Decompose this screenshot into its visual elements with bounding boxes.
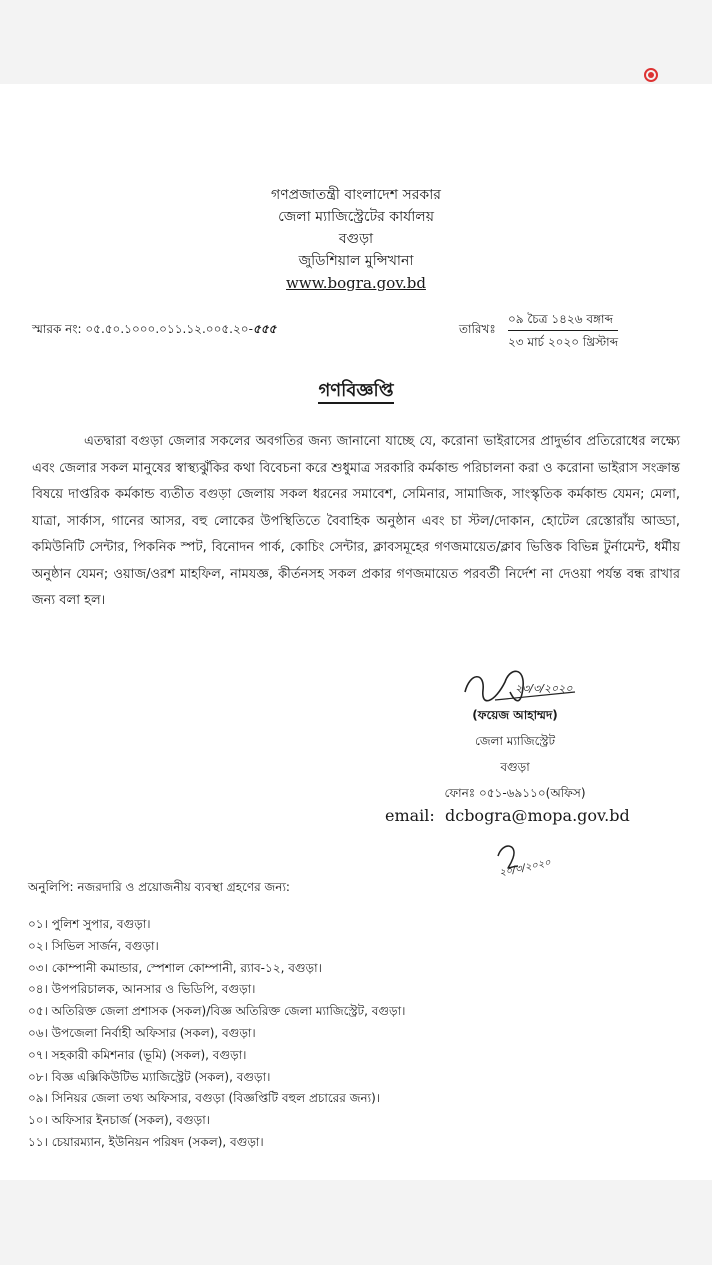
list-item: ০৪। উপপরিচালক, আনসার ও ভিডিপি, বগুড়া। [28,982,256,997]
memo-handwritten-number: ৫৫৫ [252,322,277,336]
signature-date: ২৩/৩/২০২০ [515,682,573,695]
list-item: ০৩। কোম্পানী কমান্ডার, স্পেশাল কোম্পানী, র‍্যাব-১২, বগুড়া। [28,960,322,975]
letterhead [0,184,712,294]
list-item: ০৯। সিনিয়র জেলা তথ্য অফিসার, বগুড়া (বিজ্ঞপ্তিটি বহুল প্রচারের জন্য)। [28,1091,381,1106]
list-item: ১১। চেয়ারম্যান, ইউনিয়ন পরিষদ (সকল), বগুড়া। [28,1134,264,1149]
office-name: জেলা ম্যাজিস্ট্রেটের কার্যালয় [278,209,434,225]
bottom-bar [0,1180,712,1265]
list-item: ০৫। অতিরিক্ত জেলা প্রশাসক (সকল)/বিজ্ঞ অতিরিক্ত জেলা ম্যাজিস্ট্রেট, বগুড়া। [28,1004,406,1019]
date-label: তারিখঃ [459,322,496,336]
signatory-name: (ফয়েজ আহাম্মদ) [472,708,558,722]
signatory-block [415,702,615,806]
list-item: ০৮। বিজ্ঞ এক্সিকিউটিভ ম্যাজিস্ট্রেট (সকল), বগুড়া। [28,1069,271,1084]
initial-date: ২০/৩/২০২০ [498,857,552,879]
list-item: ০৭। সহকারী কমিশনার (ভূমি) (সকল), বগুড়া। [28,1047,247,1062]
email-label: email: [385,806,435,825]
memo-number [32,321,276,341]
section-name: জুডিশিয়াল মুন্সিখানা [298,253,414,269]
email-line [385,806,630,825]
email-address[interactable]: dcbogra@mopa.gov.bd [444,806,630,825]
notice-body: এতদ্বারা বগুড়া জেলার সকলের অবগতির জন্য জানানো যাচ্ছে যে, করোনা ভাইরাসের প্রাদুর্ভাব প্রতিরোধের লক্ষ্যে এবং জেলার সকল মানুষের স্বাস্থ্যঝুঁকির কথা বিবেচনা করে শুধুমাত্র সরকারি কর্মকান্ড পরিচালনা করা ও করোনা ভাইরাস সংক্রান্ত বিষয়ে দাপ্তরিক কর্মকান্ড ব্যতীত বগুড়া জেলায় সকল ধরনের সমাবেশ, সেমিনার, সামাজিক, সাংস্কৃতিক কর্মকান্ড যেমন; মেলা, যাত্রা, সার্কাস, গানের আসর, বহু লোকের উপস্থিতিতে বৈবাহিক অনুষ্ঠান এবং চা স্টল/দোকান, হোটেল রেস্তোরাঁয় আড্ডা, কমিউনিটি সেন্টার, পিকনিক স্পট, বিনোদন পার্ক, কোচিং সেন্টার, ক্লাবসমূহের গণজমায়েত/ক্লাব ভিত্তিক বিভিন্ন টুর্নামেন্ট, ধর্মীয় অনুষ্ঠান যেমন; ওয়াজ/ওরশ মাহফিল, নামযজ্ঞ, কীর্তনসহ সকল প্রকার গণজমায়েত পরবর্তী নির্দেশ না দেওয়া পর্যন্ত বন্ধ রাখার জন্য বলা হল। [32,434,680,608]
cc-list [28,914,405,1154]
signatory-designation: জেলা ম্যাজিস্ট্রেট [474,734,556,748]
signatory-location: বগুড়া [500,760,530,774]
govt-name: গণপ্রজাতন্ত্রী বাংলাদেশ সরকার [271,187,441,203]
date-block [508,308,618,353]
initial-signature [478,836,578,886]
district-name: বগুড়া [338,231,374,247]
record-icon[interactable] [644,68,658,82]
notice-title: গণবিজ্ঞপ্তি [0,376,712,407]
list-item: ০২। সিভিল সার্জন, বগুড়া। [28,938,159,953]
memo-label: স্মারক নং: ০৫.৫০.১০০০.০১১.১২.০০৫.২০- [32,322,253,336]
list-item: ০৬। উপজেলা নির্বাহী অফিসার (সকল), বগুড়া। [28,1025,256,1040]
signatory-phone: ফোনঃ ০৫১-৬৯১১০(অফিস) [444,786,586,800]
cc-label: অনুলিপি: নজরদারি ও প্রয়োজনীয় ব্যবস্থা গ্রহণের জন্য: [28,880,290,894]
date-english: ২৩ মার্চ ২০২০ খ্রিস্টাব্দ [508,335,619,349]
notice-document [0,84,712,1180]
date-bangla: ০৯ চৈত্র ১৪২৬ বঙ্গাব্দ [508,308,618,331]
list-item: ০১। পুলিশ সুপার, বগুড়া। [28,917,151,931]
website-link[interactable]: www.bogra.gov.bd [286,274,426,292]
top-bar [0,0,712,84]
list-item: ১০। অফিসার ইনচার্জ (সকল), বগুড়া। [28,1113,210,1128]
